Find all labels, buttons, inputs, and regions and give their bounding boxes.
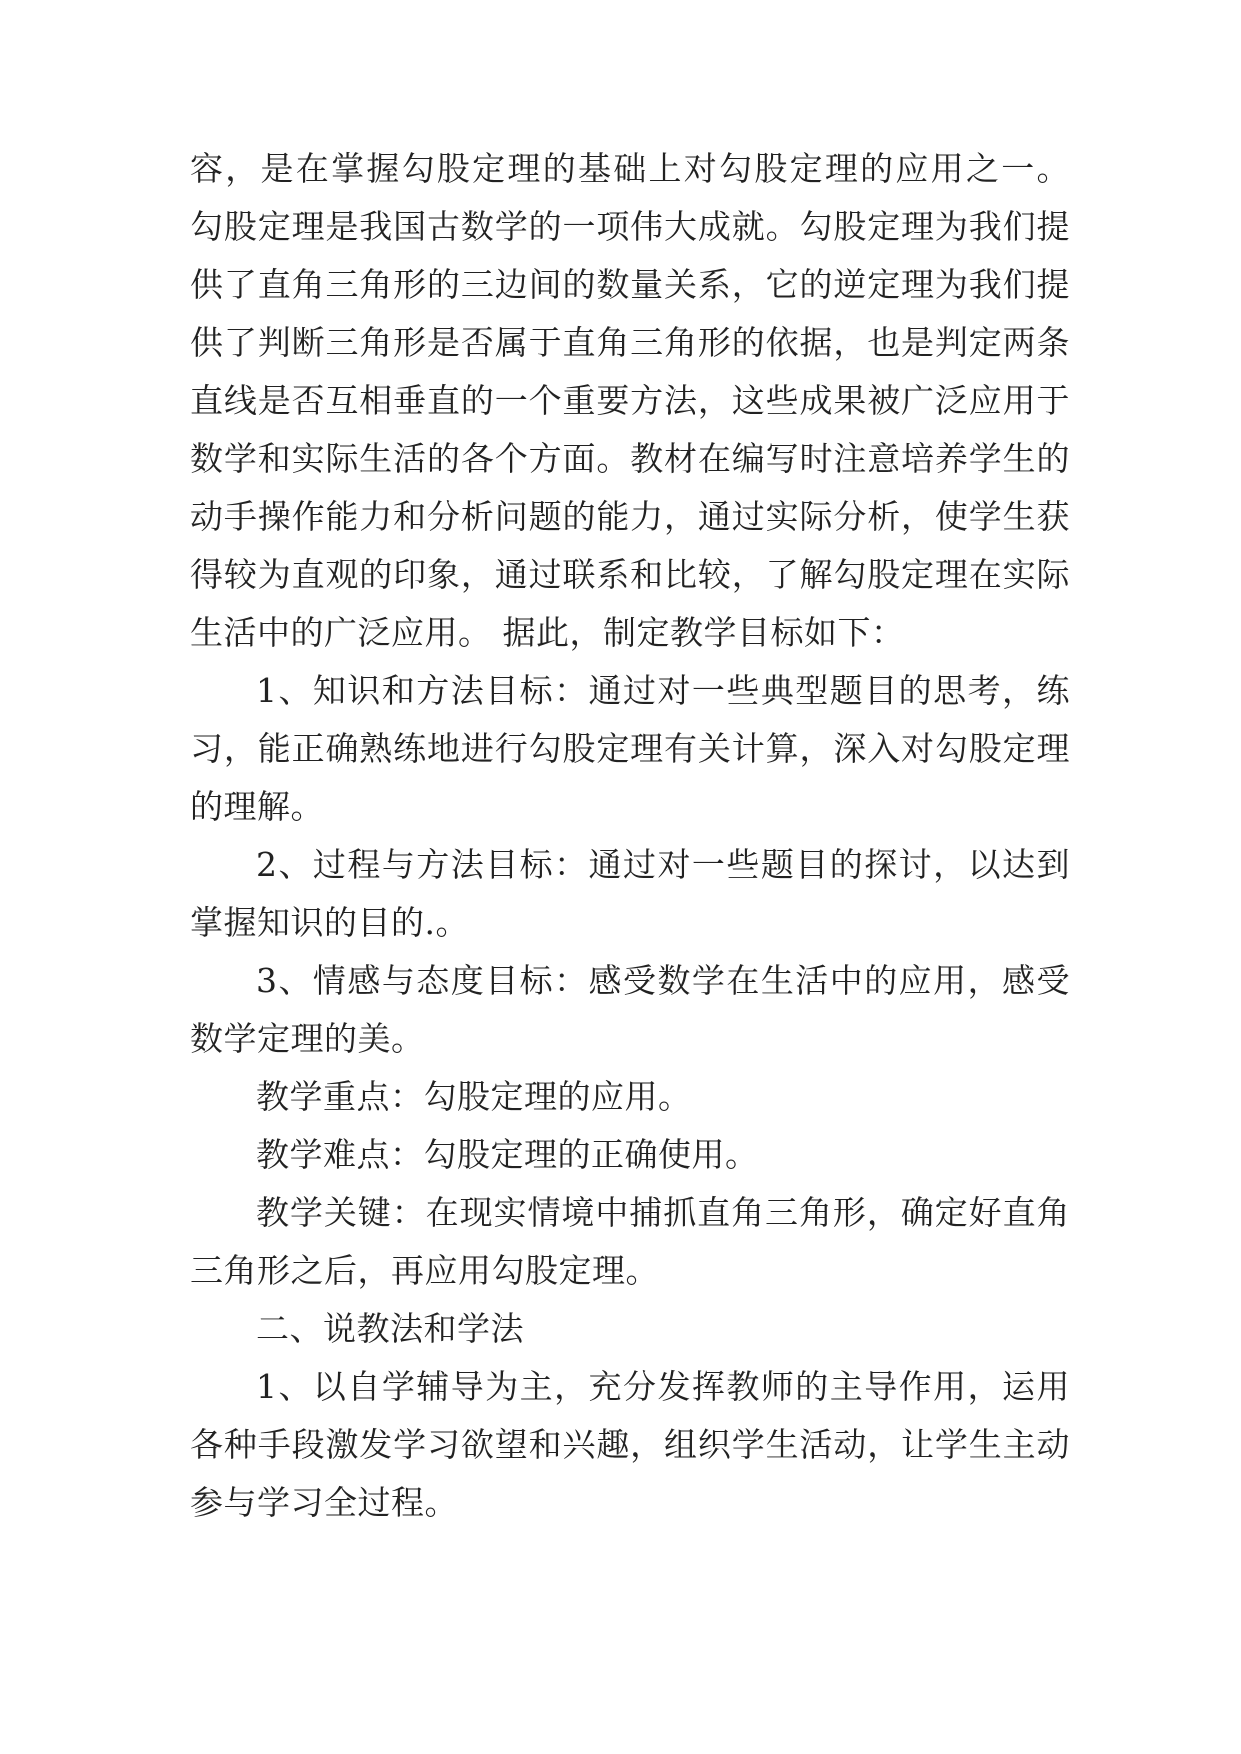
text-line: 数学和实际生活的各个方面。教材在编写时注意培养学生的	[190, 439, 1070, 478]
text-line: 二、说教法和学法	[256, 1309, 524, 1348]
text-line: 动手操作能力和分析问题的能力，通过实际分析，使学生获	[190, 497, 1070, 536]
text-line: 教学难点：勾股定理的正确使用。	[256, 1135, 759, 1174]
text-line: 供了判断三角形是否属于直角三角形的依据，也是判定两条	[190, 323, 1070, 362]
document-body	[190, 140, 1070, 1532]
text-line: 容，是在掌握勾股定理的基础上对勾股定理的应用之一。	[190, 149, 1070, 188]
text-line: 勾股定理是我国古数学的一项伟大成就。勾股定理为我们提	[190, 207, 1070, 246]
text-line: 1、知识和方法目标：通过对一些典型题目的思考，练	[256, 671, 1070, 710]
text-line: 的理解。	[190, 787, 324, 826]
text-line: 1、以自学辅导为主，充分发挥教师的主导作用，运用	[256, 1367, 1070, 1406]
text-line: 直线是否互相垂直的一个重要方法，这些成果被广泛应用于	[190, 381, 1070, 420]
text-line: 教学关键：在现实情境中捕抓直角三角形，确定好直角	[256, 1193, 1070, 1232]
text-line: 3、情感与态度目标：感受数学在生活中的应用，感受	[256, 961, 1070, 1000]
text-line: 得较为直观的印象，通过联系和比较，了解勾股定理在实际	[190, 555, 1070, 594]
text-line: 数学定理的美。	[190, 1019, 425, 1058]
text-line: 生活中的广泛应用。 据此，制定教学目标如下：	[190, 613, 905, 652]
text-line: 教学重点：勾股定理的应用。	[256, 1077, 692, 1116]
text-line: 习，能正确熟练地进行勾股定理有关计算，深入对勾股定理	[190, 729, 1070, 768]
text-line: 三角形之后，再应用勾股定理。	[190, 1251, 659, 1290]
text-line: 掌握知识的目的.。	[190, 903, 469, 942]
text-line: 参与学习全过程。	[190, 1483, 458, 1522]
text-line: 各种手段激发学习欲望和兴趣，组织学生活动，让学生主动	[190, 1425, 1070, 1464]
text-line: 2、过程与方法目标：通过对一些题目的探讨，以达到	[256, 845, 1070, 884]
text-line: 供了直角三角形的三边间的数量关系，它的逆定理为我们提	[190, 265, 1070, 304]
